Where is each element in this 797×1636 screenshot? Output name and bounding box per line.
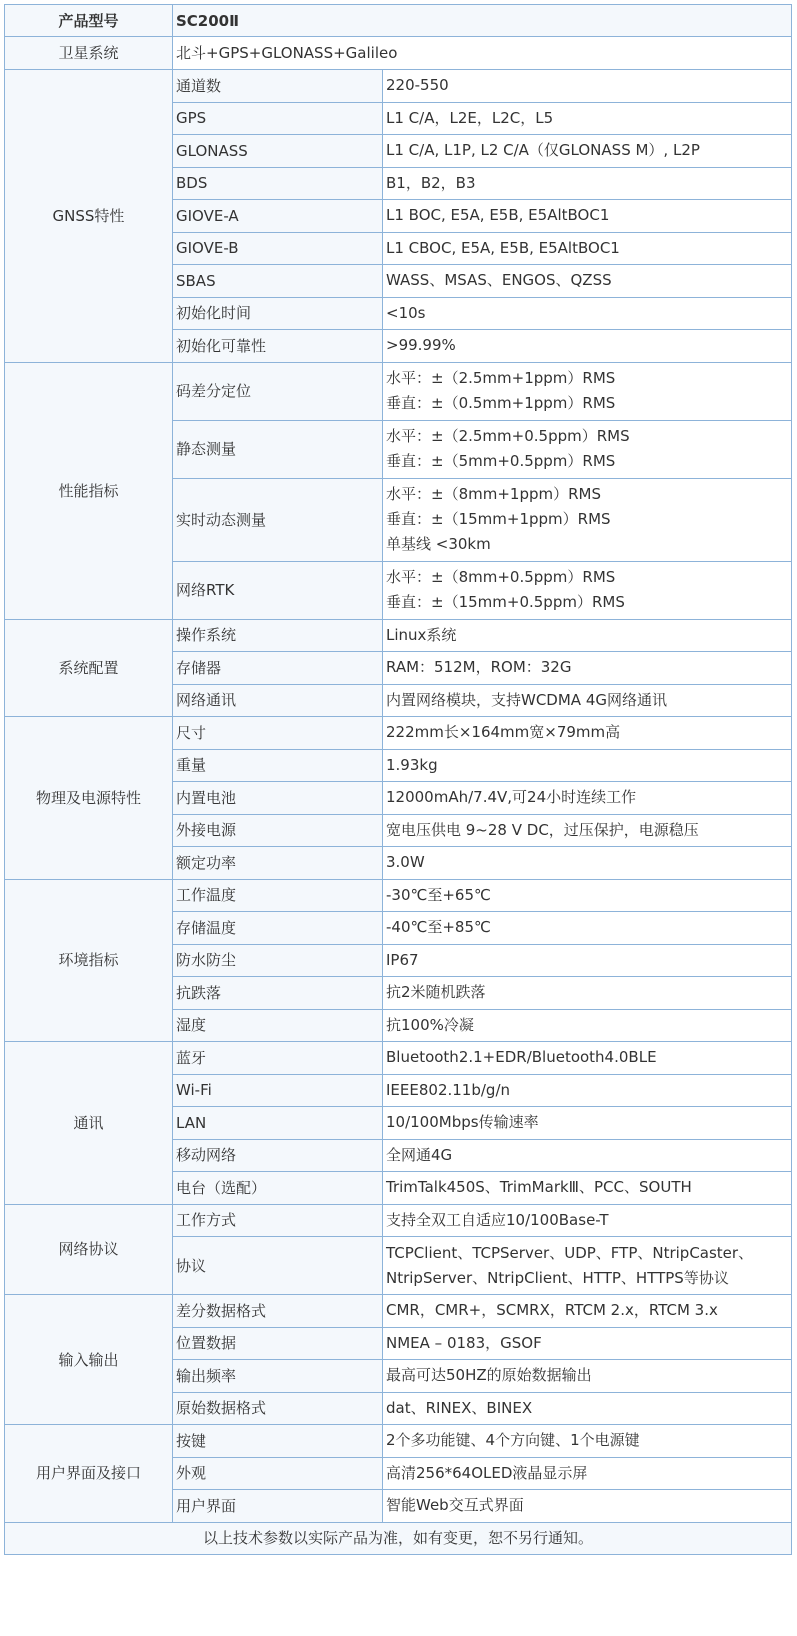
spec-value-line: 智能Web交互式界面 bbox=[386, 1496, 524, 1515]
group-name: 性能指标 bbox=[5, 362, 173, 619]
spec-label: 工作温度 bbox=[173, 879, 383, 912]
spec-value bbox=[383, 1327, 792, 1360]
spec-value-line: Linux系统 bbox=[386, 625, 457, 644]
spec-value bbox=[383, 102, 792, 135]
satellite-value: 北斗+GPS+GLONASS+Galileo bbox=[173, 37, 792, 70]
spec-label: SBAS bbox=[173, 265, 383, 298]
table-row bbox=[5, 1295, 792, 1328]
spec-value-line: L1 C/A, L1P, L2 C/A（仅GLONASS M）, L2P bbox=[386, 141, 700, 160]
table-row bbox=[5, 1425, 792, 1458]
spec-label: 初始化时间 bbox=[173, 297, 383, 330]
spec-value bbox=[383, 420, 792, 478]
table-row bbox=[5, 70, 792, 103]
spec-value bbox=[383, 1237, 792, 1295]
spec-value-line: RAM：512M，ROM：32G bbox=[386, 658, 572, 677]
group-name: 通讯 bbox=[5, 1042, 173, 1205]
spec-value bbox=[383, 847, 792, 880]
spec-value-line: 宽电压供电 9~28 V DC，过压保护，电源稳压 bbox=[386, 820, 699, 839]
spec-value bbox=[383, 478, 792, 561]
spec-value-line: NMEA – 0183，GSOF bbox=[386, 1333, 542, 1352]
spec-label: 内置电池 bbox=[173, 782, 383, 815]
spec-label: 输出频率 bbox=[173, 1360, 383, 1393]
spec-label: Wi-Fi bbox=[173, 1074, 383, 1107]
spec-label: 用户界面 bbox=[173, 1490, 383, 1523]
spec-label: 移动网络 bbox=[173, 1139, 383, 1172]
spec-value bbox=[383, 717, 792, 750]
table-row bbox=[5, 619, 792, 652]
spec-value-line: 10/100Mbps传输速率 bbox=[386, 1113, 539, 1132]
footer-note: 以上技术参数以实际产品为准，如有变更，恕不另行通知。 bbox=[5, 1522, 792, 1554]
spec-value bbox=[383, 1490, 792, 1523]
spec-value-line: 抗100%冷凝 bbox=[386, 1015, 474, 1034]
spec-label: 网络通讯 bbox=[173, 684, 383, 717]
spec-value-line: B1，B2，B3 bbox=[386, 173, 476, 192]
satellite-label: 卫星系统 bbox=[5, 37, 173, 70]
group-name: 用户界面及接口 bbox=[5, 1425, 173, 1523]
spec-label: 抗跌落 bbox=[173, 977, 383, 1010]
spec-value-line: 垂直：±（15mm+1ppm）RMS bbox=[386, 510, 611, 528]
spec-label: GIOVE-A bbox=[173, 200, 383, 233]
spec-value-line: 水平：±（2.5mm+0.5ppm）RMS bbox=[386, 427, 630, 445]
spec-value bbox=[383, 912, 792, 945]
spec-value-line: 支持全双工自适应10/100Base-T bbox=[386, 1210, 609, 1229]
spec-label: 操作系统 bbox=[173, 619, 383, 652]
group-name: 环境指标 bbox=[5, 879, 173, 1042]
spec-value-line: 内置网络模块，支持WCDMA 4G网络通讯 bbox=[386, 690, 667, 709]
group-name: 系统配置 bbox=[5, 619, 173, 717]
group-name: GNSS特性 bbox=[5, 70, 173, 363]
spec-value bbox=[383, 977, 792, 1010]
spec-label: GPS bbox=[173, 102, 383, 135]
spec-label: 重量 bbox=[173, 749, 383, 782]
spec-value bbox=[383, 232, 792, 265]
spec-value bbox=[383, 782, 792, 815]
table-row bbox=[5, 1042, 792, 1075]
spec-value bbox=[383, 167, 792, 200]
spec-value bbox=[383, 265, 792, 298]
spec-value bbox=[383, 1425, 792, 1458]
spec-value-line: 抗2米随机跌落 bbox=[386, 983, 486, 1002]
spec-value bbox=[383, 330, 792, 363]
spec-value bbox=[383, 70, 792, 103]
spec-value-line: 水平：±（2.5mm+1ppm）RMS bbox=[386, 369, 616, 387]
spec-label: 网络RTK bbox=[173, 561, 383, 619]
spec-value-line: 全网通4G bbox=[386, 1145, 453, 1164]
spec-value bbox=[383, 1139, 792, 1172]
spec-value bbox=[383, 1204, 792, 1237]
spec-value bbox=[383, 652, 792, 685]
spec-groups bbox=[5, 70, 792, 1523]
spec-value bbox=[383, 362, 792, 420]
spec-value-line: 最高可达50HZ的原始数据输出 bbox=[386, 1366, 592, 1385]
spec-value-line: 水平：±（8mm+1ppm）RMS bbox=[386, 485, 601, 503]
spec-label: 通道数 bbox=[173, 70, 383, 103]
spec-label: 防水防尘 bbox=[173, 944, 383, 977]
table-row bbox=[5, 717, 792, 750]
spec-label: 湿度 bbox=[173, 1009, 383, 1042]
spec-value-line: 垂直：±（5mm+0.5ppm）RMS bbox=[386, 452, 616, 470]
spec-value bbox=[383, 619, 792, 652]
spec-value-line: 高清256*64OLED液晶显示屏 bbox=[386, 1463, 588, 1482]
spec-value-line: dat、RINEX、BINEX bbox=[386, 1398, 533, 1417]
spec-value-line: >99.99% bbox=[386, 336, 456, 355]
spec-value-line: 水平：±（8mm+0.5ppm）RMS bbox=[386, 568, 616, 586]
spec-label: 外接电源 bbox=[173, 814, 383, 847]
spec-label: 外观 bbox=[173, 1457, 383, 1490]
spec-value bbox=[383, 1457, 792, 1490]
spec-value-line: L1 BOC, E5A, E5B, E5AltBOC1 bbox=[386, 206, 610, 225]
spec-label: LAN bbox=[173, 1107, 383, 1140]
spec-value-line: IP67 bbox=[386, 950, 419, 969]
table-row bbox=[5, 1204, 792, 1237]
spec-label: 电台（选配） bbox=[173, 1172, 383, 1205]
spec-label: 原始数据格式 bbox=[173, 1392, 383, 1425]
spec-label: 初始化可靠性 bbox=[173, 330, 383, 363]
spec-value-line: Bluetooth2.1+EDR/Bluetooth4.0BLE bbox=[386, 1048, 657, 1067]
spec-value-line: L1 C/A，L2E，L2C，L5 bbox=[386, 108, 554, 127]
spec-label: 按键 bbox=[173, 1425, 383, 1458]
spec-label: 位置数据 bbox=[173, 1327, 383, 1360]
spec-value bbox=[383, 1074, 792, 1107]
group-name: 物理及电源特性 bbox=[5, 717, 173, 880]
spec-value-line: L1 CBOC, E5A, E5B, E5AltBOC1 bbox=[386, 238, 620, 257]
spec-value-line: IEEE802.11b/g/n bbox=[386, 1080, 510, 1099]
spec-value-line: TCPClient、TCPServer、UDP、FTP、NtripCaster、 bbox=[386, 1243, 754, 1262]
spec-label: 存储器 bbox=[173, 652, 383, 685]
spec-value bbox=[383, 814, 792, 847]
spec-value bbox=[383, 944, 792, 977]
spec-label: GLONASS bbox=[173, 135, 383, 168]
spec-label: 尺寸 bbox=[173, 717, 383, 750]
spec-value bbox=[383, 1009, 792, 1042]
spec-label: 差分数据格式 bbox=[173, 1295, 383, 1328]
footer-row bbox=[5, 1522, 792, 1554]
spec-value bbox=[383, 749, 792, 782]
spec-value bbox=[383, 1392, 792, 1425]
spec-label: 协议 bbox=[173, 1237, 383, 1295]
spec-label: BDS bbox=[173, 167, 383, 200]
spec-value-line: 220-550 bbox=[386, 76, 449, 95]
spec-label: GIOVE-B bbox=[173, 232, 383, 265]
spec-value bbox=[383, 1107, 792, 1140]
satellite-row bbox=[5, 37, 792, 70]
spec-value bbox=[383, 1360, 792, 1393]
spec-value-line: -30℃至+65℃ bbox=[386, 885, 491, 904]
table-header-row bbox=[5, 5, 792, 37]
spec-value-line: 垂直：±（0.5mm+1ppm）RMS bbox=[386, 394, 616, 412]
spec-value bbox=[383, 1172, 792, 1205]
header-value: SC200Ⅱ bbox=[173, 5, 792, 37]
spec-label: 工作方式 bbox=[173, 1204, 383, 1237]
spec-value-line: 2个多功能键、4个方向键、1个电源键 bbox=[386, 1431, 640, 1450]
spec-value-line: CMR，CMR+，SCMRX，RTCM 2.x，RTCM 3.x bbox=[386, 1301, 718, 1320]
spec-value-line: NtripServer、NtripClient、HTTP、HTTPS等协议 bbox=[386, 1268, 729, 1287]
spec-label: 码差分定位 bbox=[173, 362, 383, 420]
spec-value bbox=[383, 135, 792, 168]
spec-value bbox=[383, 1042, 792, 1075]
spec-label: 蓝牙 bbox=[173, 1042, 383, 1075]
spec-value-line: 3.0W bbox=[386, 853, 425, 872]
spec-value-line: 垂直：±（15mm+0.5ppm）RMS bbox=[386, 593, 625, 611]
spec-value bbox=[383, 200, 792, 233]
spec-value-line: WASS、MSAS、ENGOS、QZSS bbox=[386, 271, 612, 290]
table-row bbox=[5, 879, 792, 912]
spec-value-line: 1.93kg bbox=[386, 755, 438, 774]
group-name: 网络协议 bbox=[5, 1204, 173, 1295]
spec-value bbox=[383, 684, 792, 717]
group-name: 输入输出 bbox=[5, 1295, 173, 1425]
spec-label: 存储温度 bbox=[173, 912, 383, 945]
spec-value bbox=[383, 1295, 792, 1328]
spec-value bbox=[383, 297, 792, 330]
spec-label: 额定功率 bbox=[173, 847, 383, 880]
spec-label: 实时动态测量 bbox=[173, 478, 383, 561]
spec-value-line: TrimTalk450S、TrimMarkⅢ、PCC、SOUTH bbox=[386, 1178, 692, 1197]
spec-value-line: 12000mAh/7.4V,可24小时连续工作 bbox=[386, 788, 637, 807]
spec-value-line: 单基线 <30km bbox=[386, 535, 491, 553]
spec-value-line: <10s bbox=[386, 303, 426, 322]
table-row bbox=[5, 362, 792, 420]
spec-value bbox=[383, 561, 792, 619]
spec-value-line: 222mm长×164mm宽×79mm高 bbox=[386, 723, 621, 742]
spec-value-line: -40℃至+85℃ bbox=[386, 918, 491, 937]
spec-table bbox=[4, 4, 792, 1555]
spec-value bbox=[383, 879, 792, 912]
header-label: 产品型号 bbox=[5, 5, 173, 37]
spec-label: 静态测量 bbox=[173, 420, 383, 478]
spec-sheet bbox=[4, 4, 791, 1555]
